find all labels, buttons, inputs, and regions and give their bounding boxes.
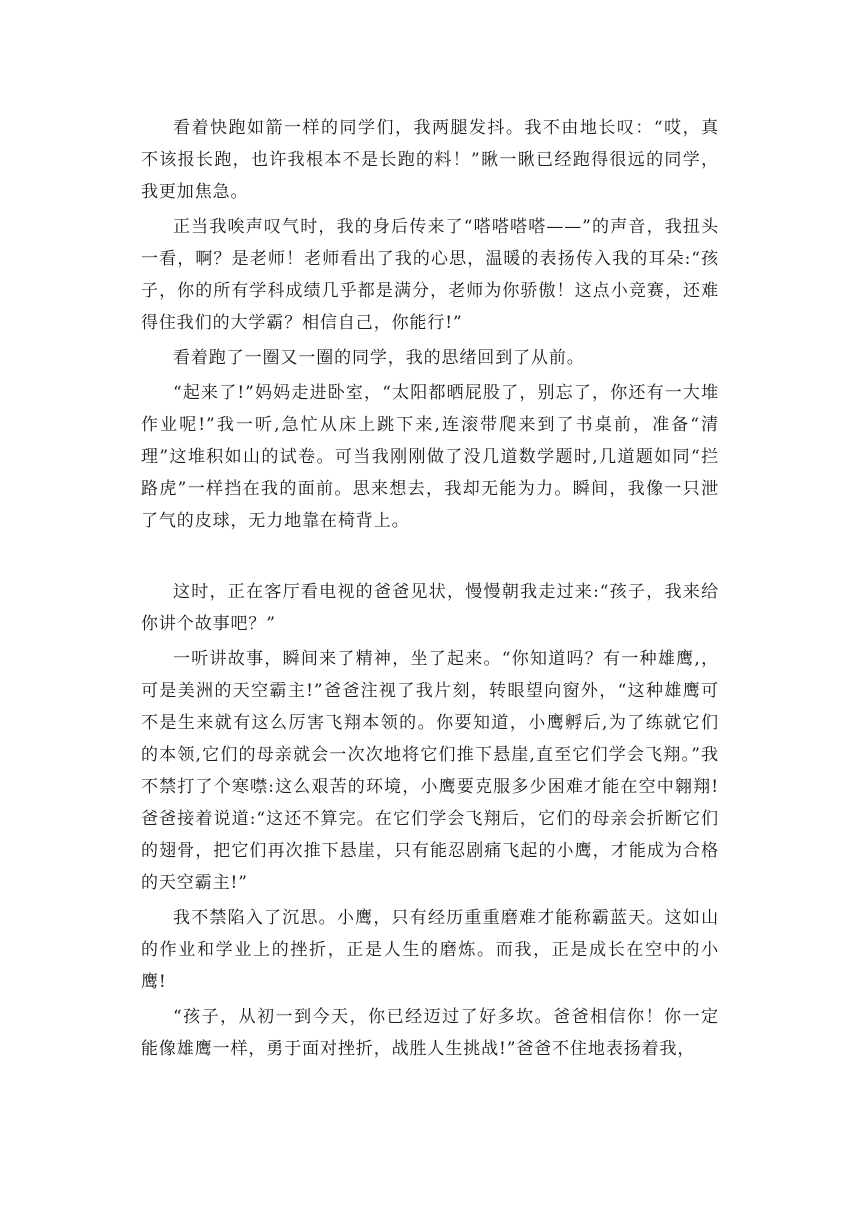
paragraph-1: 看着快跑如箭一样的同学们，我两腿发抖。我不由地长叹：“哎，真不该报长跑，也许我根本不是长跑的料！”瞅一瞅已经跑得很远的同学，我更加焦急。 — [141, 118, 719, 202]
paragraph-4: “起来了!”妈妈走进卧室，“太阳都晒屁股了，别忘了，你还有一大堆作业呢!”我一听,急忙从床上跳下来,连滚带爬来到了书桌前，准备“清理”这堆积如山的试卷。可当我刚刚做了没几道数学题时,几道题如同“拦路虎”一样挡在我的面前。思来想去，我却无能为力。瞬间，我像一只泄了气的皮球，无力地靠在椅背上。 — [141, 383, 719, 531]
paragraph-7: 我不禁陷入了沉思。小鹰，只有经历重重磨难才能称霸蓝天。这如山的作业和学业上的挫折，正是人生的磨炼。而我，正是成长在空中的小鹰! — [141, 908, 719, 992]
document-body — [141, 112, 719, 1068]
paragraph-6: 一听讲故事，瞬间来了精神，坐了起来。“你知道吗？有一种雄鹰,，可是美洲的天空霸主!”爸爸注视了我片刻，转眼望向窗外，“这种雄鹰可不是生来就有这么厉害飞翔本领的。你要知道，小鹰孵后,为了练就它们的本领,它们的母亲就会一次次地将它们推下悬崖,直至它们学会飞翔。”我不禁打了个寒噤:这么艰苦的环境，小鹰要克服多少困难才能在空中翱翔!爸爸接着说道:“这还不算完。在它们学会飞翔后，它们的母亲会折断它们的翅骨，把它们再次推下悬崖，只有能忍剧痛飞起的小鹰，才能成为合格的天空霸主!” — [141, 649, 719, 893]
paragraph-3: 看着跑了一圈又一圈的同学，我的思绪回到了从前。 — [173, 348, 585, 368]
section-gap — [141, 540, 719, 576]
paragraph-2: 正当我唉声叹气时，我的身后传来了“嗒嗒嗒嗒——”的声音，我扭头一看，啊？是老师！老师看出了我的心思，温暖的表扬传入我的耳朵:“孩子，你的所有学科成绩几乎都是满分，老师为你骄傲！这点小竞赛，还难得住我们的大学霸？相信自己，你能行!” — [141, 217, 719, 333]
paragraph-5: 这时，正在客厅看电视的爸爸见状，慢慢朝我走过来:“孩子，我来给你讲个故事吧？” — [141, 582, 719, 634]
paragraph-8: “孩子，从初一到今天，你已经迈过了好多坎。爸爸相信你！你一定能像雄鹰一样，勇于面对挫折，战胜人生挑战!”爸爸不住地表扬着我， — [141, 1007, 719, 1059]
